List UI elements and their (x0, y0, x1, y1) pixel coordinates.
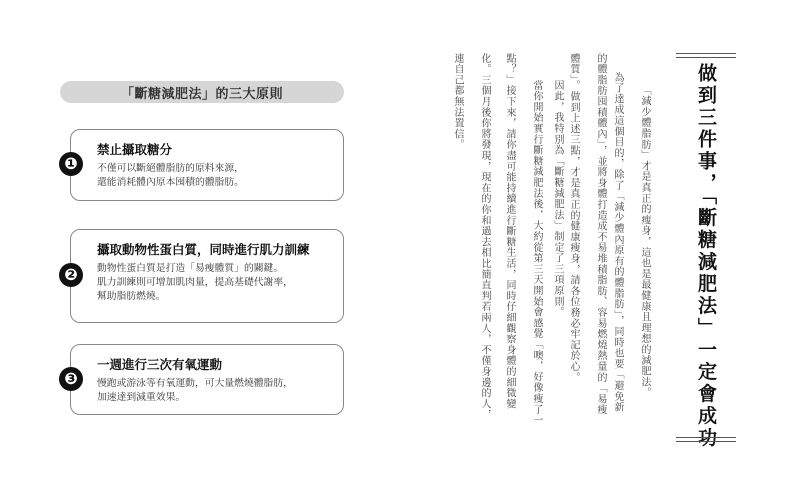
principle-text: 還能消耗體內原本囤積的體脂肪。 (97, 177, 244, 188)
number-1-icon: ❶ (59, 152, 83, 176)
chapter-title: 做到三件事，「斷糖減肥法」一定會成功 (695, 63, 717, 450)
principle-title: 禁止攝取糖分 (97, 142, 173, 157)
number-3-icon: ❸ (59, 367, 83, 391)
body-column-1: 「減少體脂肪」才是真正的瘦身，這也是最健康且理想的減肥法。 (639, 85, 650, 399)
principle-text: 不僅可以斷絕體脂肪的原料來源， (97, 163, 244, 174)
principle-text: 慢跑或游泳等有氧運動，可大量燃燒體脂肪， (97, 378, 293, 389)
body-column-7: 點？」接下來，請你盡可能持續進行斷糖生活，同時仔細觀察身體的細微變 (504, 53, 515, 410)
principle-text: 幫助脂肪燃燒。 (97, 291, 166, 302)
principle-title: 一週進行三次有氧運動 (97, 357, 223, 372)
principle-card-3 (64, 344, 344, 415)
title-rule-top (676, 57, 736, 58)
body-column-9: 連自己都無法置信。 (452, 53, 463, 151)
title-rule-bottom (676, 441, 736, 442)
body-column-3: 的體脂肪囤積體內」，並將身體打造成不易堆積脂肪、容易燃燒熱量的「易瘦 (595, 53, 606, 416)
number-2-icon: ❷ (59, 263, 83, 287)
chapter-title-box (681, 63, 731, 450)
principle-text: 肌力訓練則可增加肌肉量，提高基礎代謝率， (97, 277, 293, 288)
body-column-2: 為了達成這個目的，除了「減少體內原有的體脂肪」，同時也要「避免新 (612, 72, 623, 413)
principle-text: 動物性蛋白質是打造「易瘦體質」的關鍵。 (97, 263, 284, 274)
principle-card-2 (64, 229, 344, 323)
title-rule-top (676, 53, 736, 54)
body-column-6: 當你開始實行斷糖減肥法後，大約從第三天開始會感覺「噢，好像瘦了一 (531, 80, 542, 426)
principle-text: 加速達到減重效果。 (97, 392, 186, 403)
body-column-5: 因此，我特別為「斷糖減肥法」制定了三項原則。 (552, 80, 563, 318)
principle-card-1 (64, 129, 344, 201)
body-column-8: 化。三個月後你將發現，現在的你和過去相比簡直判若兩人，不僅身邊的人， (479, 53, 490, 421)
title-rule-bottom (676, 437, 736, 438)
principles-banner: 「斷糖減肥法」的三大原則 (60, 81, 344, 103)
body-column-4: 體質」。做到上述三點，才是真正的健康瘦身，請各位務必牢記於心。 (568, 53, 579, 383)
principle-title: 攝取動物性蛋白質，同時進行肌力訓練 (97, 242, 310, 257)
